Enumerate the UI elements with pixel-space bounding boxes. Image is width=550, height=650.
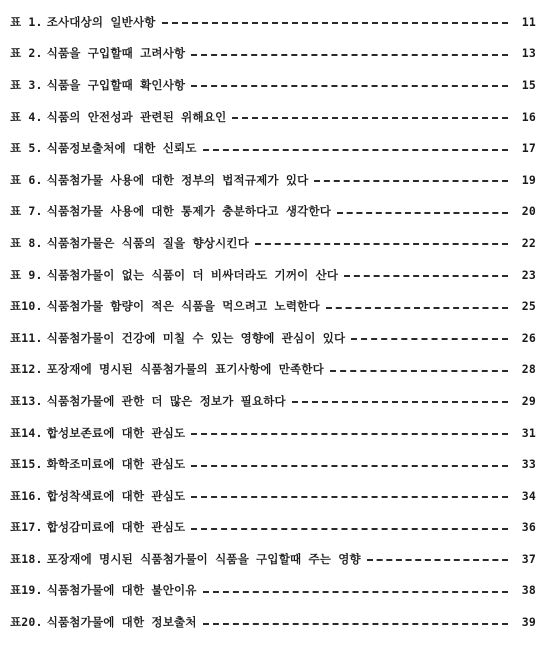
toc-entry-title: 합성감미료에 대한 관심도 [46, 520, 186, 535]
toc-entry-page-number: 17 [521, 141, 536, 156]
toc-dot-leader [314, 179, 508, 182]
toc-dot-leader [326, 306, 508, 309]
toc-dot-leader [255, 242, 508, 245]
toc-entry-label: 표17. [10, 520, 43, 535]
toc-entry-page-number: 19 [521, 172, 536, 187]
toc-dot-leader [292, 400, 508, 403]
toc-entry-page-number: 16 [521, 109, 536, 124]
toc-entry [10, 38, 536, 70]
toc-entry-title: 합성보존료에 대한 관심도 [46, 425, 186, 440]
toc-dot-leader [162, 21, 508, 24]
toc-dot-leader [337, 211, 508, 214]
toc-entry-page-number: 20 [521, 204, 536, 219]
toc-entry [10, 227, 536, 259]
toc-dot-leader [191, 432, 508, 435]
toc-entry-label: 표 4. [10, 109, 43, 124]
toc-entry [10, 512, 536, 544]
toc-entry-label: 표 1. [10, 14, 43, 29]
toc-entry-title: 포장재에 명시된 식품첨가물이 식품을 구입할때 주는 영향 [46, 551, 361, 566]
toc-entry-page-number: 34 [521, 488, 536, 503]
toc-entry-title: 식품첨가물 사용에 대한 통제가 충분하다고 생각한다 [46, 204, 332, 219]
toc-entry [10, 480, 536, 512]
toc-entry-title: 식품첨가물에 관한 더 많은 정보가 필요하다 [46, 393, 286, 408]
toc-entry-label: 표 8. [10, 235, 43, 250]
toc-entry-title: 식품첨가물에 대한 정보출처 [46, 615, 197, 630]
toc-dot-leader [203, 148, 508, 151]
toc-entry-page-number: 28 [521, 362, 536, 377]
toc-entry-title: 화학조미료에 대한 관심도 [46, 457, 186, 472]
toc-entry-title: 식품첨가물 사용에 대한 정부의 법적규제가 있다 [46, 172, 309, 187]
toc-dot-leader [232, 116, 508, 119]
toc-entry-page-number: 37 [521, 551, 536, 566]
toc-entry [10, 164, 536, 196]
toc-entry-title: 식품정보출처에 대한 신뢰도 [46, 141, 197, 156]
toc-entry-page-number: 11 [521, 14, 536, 29]
toc-entry-page-number: 36 [521, 520, 536, 535]
toc-entry [10, 543, 536, 575]
toc-dot-leader [203, 590, 508, 593]
toc-dot-leader [191, 53, 508, 56]
toc-entry-title: 식품첨가물이 없는 식품이 더 비싸더라도 기꺼이 산다 [46, 267, 339, 282]
toc-entry-label: 표18. [10, 551, 43, 566]
toc-entry-page-number: 15 [521, 77, 536, 92]
toc-dot-leader [330, 369, 508, 372]
toc-entry-label: 표12. [10, 362, 43, 377]
toc-entry-page-number: 22 [521, 235, 536, 250]
toc-entry [10, 101, 536, 133]
toc-entry [10, 354, 536, 386]
toc-entry-title: 식품첨가물이 건강에 미칠 수 있는 영향에 관심이 있다 [46, 330, 346, 345]
toc-entry [10, 259, 536, 291]
toc-entry-page-number: 13 [521, 46, 536, 61]
toc-entry-label: 표10. [10, 299, 43, 314]
toc-entry-label: 표20. [10, 615, 43, 630]
toc-entry [10, 575, 536, 607]
toc-dot-leader [191, 527, 508, 530]
toc-entry-label: 표16. [10, 488, 43, 503]
toc-entry-label: 표 3. [10, 77, 43, 92]
toc-entry-page-number: 39 [521, 615, 536, 630]
toc-entry [10, 606, 536, 638]
toc-entry-page-number: 38 [521, 583, 536, 598]
toc-entry [10, 385, 536, 417]
toc-entry-page-number: 29 [521, 393, 536, 408]
toc-entry-page-number: 33 [521, 457, 536, 472]
toc-entry [10, 69, 536, 101]
toc-dot-leader [191, 84, 508, 87]
toc-entry [10, 132, 536, 164]
toc-entry-title: 식품첨가물에 대한 불안이유 [46, 583, 197, 598]
toc-entry [10, 417, 536, 449]
toc-entry-label: 표 7. [10, 204, 43, 219]
toc-dot-leader [344, 274, 508, 277]
toc-dot-leader [191, 464, 508, 467]
toc-entry [10, 196, 536, 228]
toc-entry-page-number: 26 [521, 330, 536, 345]
toc-entry-label: 표 9. [10, 267, 43, 282]
toc-entry-title: 합성착색료에 대한 관심도 [46, 488, 186, 503]
toc-entry-label: 표13. [10, 393, 43, 408]
toc-entry-label: 표14. [10, 425, 43, 440]
toc-entry-title: 식품을 구입할때 고려사항 [46, 46, 186, 61]
toc-entry [10, 448, 536, 480]
toc-entry-label: 표 5. [10, 141, 43, 156]
toc-entry [10, 6, 536, 38]
toc-entry-label: 표19. [10, 583, 43, 598]
toc-entry-page-number: 25 [521, 299, 536, 314]
toc-entry [10, 290, 536, 322]
toc-entry-label: 표15. [10, 457, 43, 472]
toc-entry [10, 322, 536, 354]
toc-entry-label: 표 2. [10, 46, 43, 61]
toc-entry-page-number: 23 [521, 267, 536, 282]
toc-dot-leader [367, 558, 508, 561]
toc-entry-label: 표11. [10, 330, 43, 345]
toc-entry-label: 표 6. [10, 172, 43, 187]
toc-dot-leader [203, 622, 508, 625]
toc-entry-title: 식품의 안전성과 관련된 위해요인 [46, 109, 227, 124]
table-of-contents [10, 6, 536, 638]
toc-dot-leader [191, 495, 508, 498]
toc-entry-title: 식품첨가물 함량이 적은 식품을 먹으려고 노력한다 [46, 299, 320, 314]
toc-entry-title: 포장재에 명시된 식품첨가물의 표기사항에 만족한다 [46, 362, 324, 377]
toc-entry-page-number: 31 [521, 425, 536, 440]
toc-entry-title: 조사대상의 일반사항 [46, 14, 156, 29]
toc-entry-title: 식품첨가물은 식품의 질을 향상시킨다 [46, 235, 250, 250]
toc-dot-leader [351, 337, 508, 340]
toc-entry-title: 식품을 구입할때 확인사항 [46, 77, 186, 92]
